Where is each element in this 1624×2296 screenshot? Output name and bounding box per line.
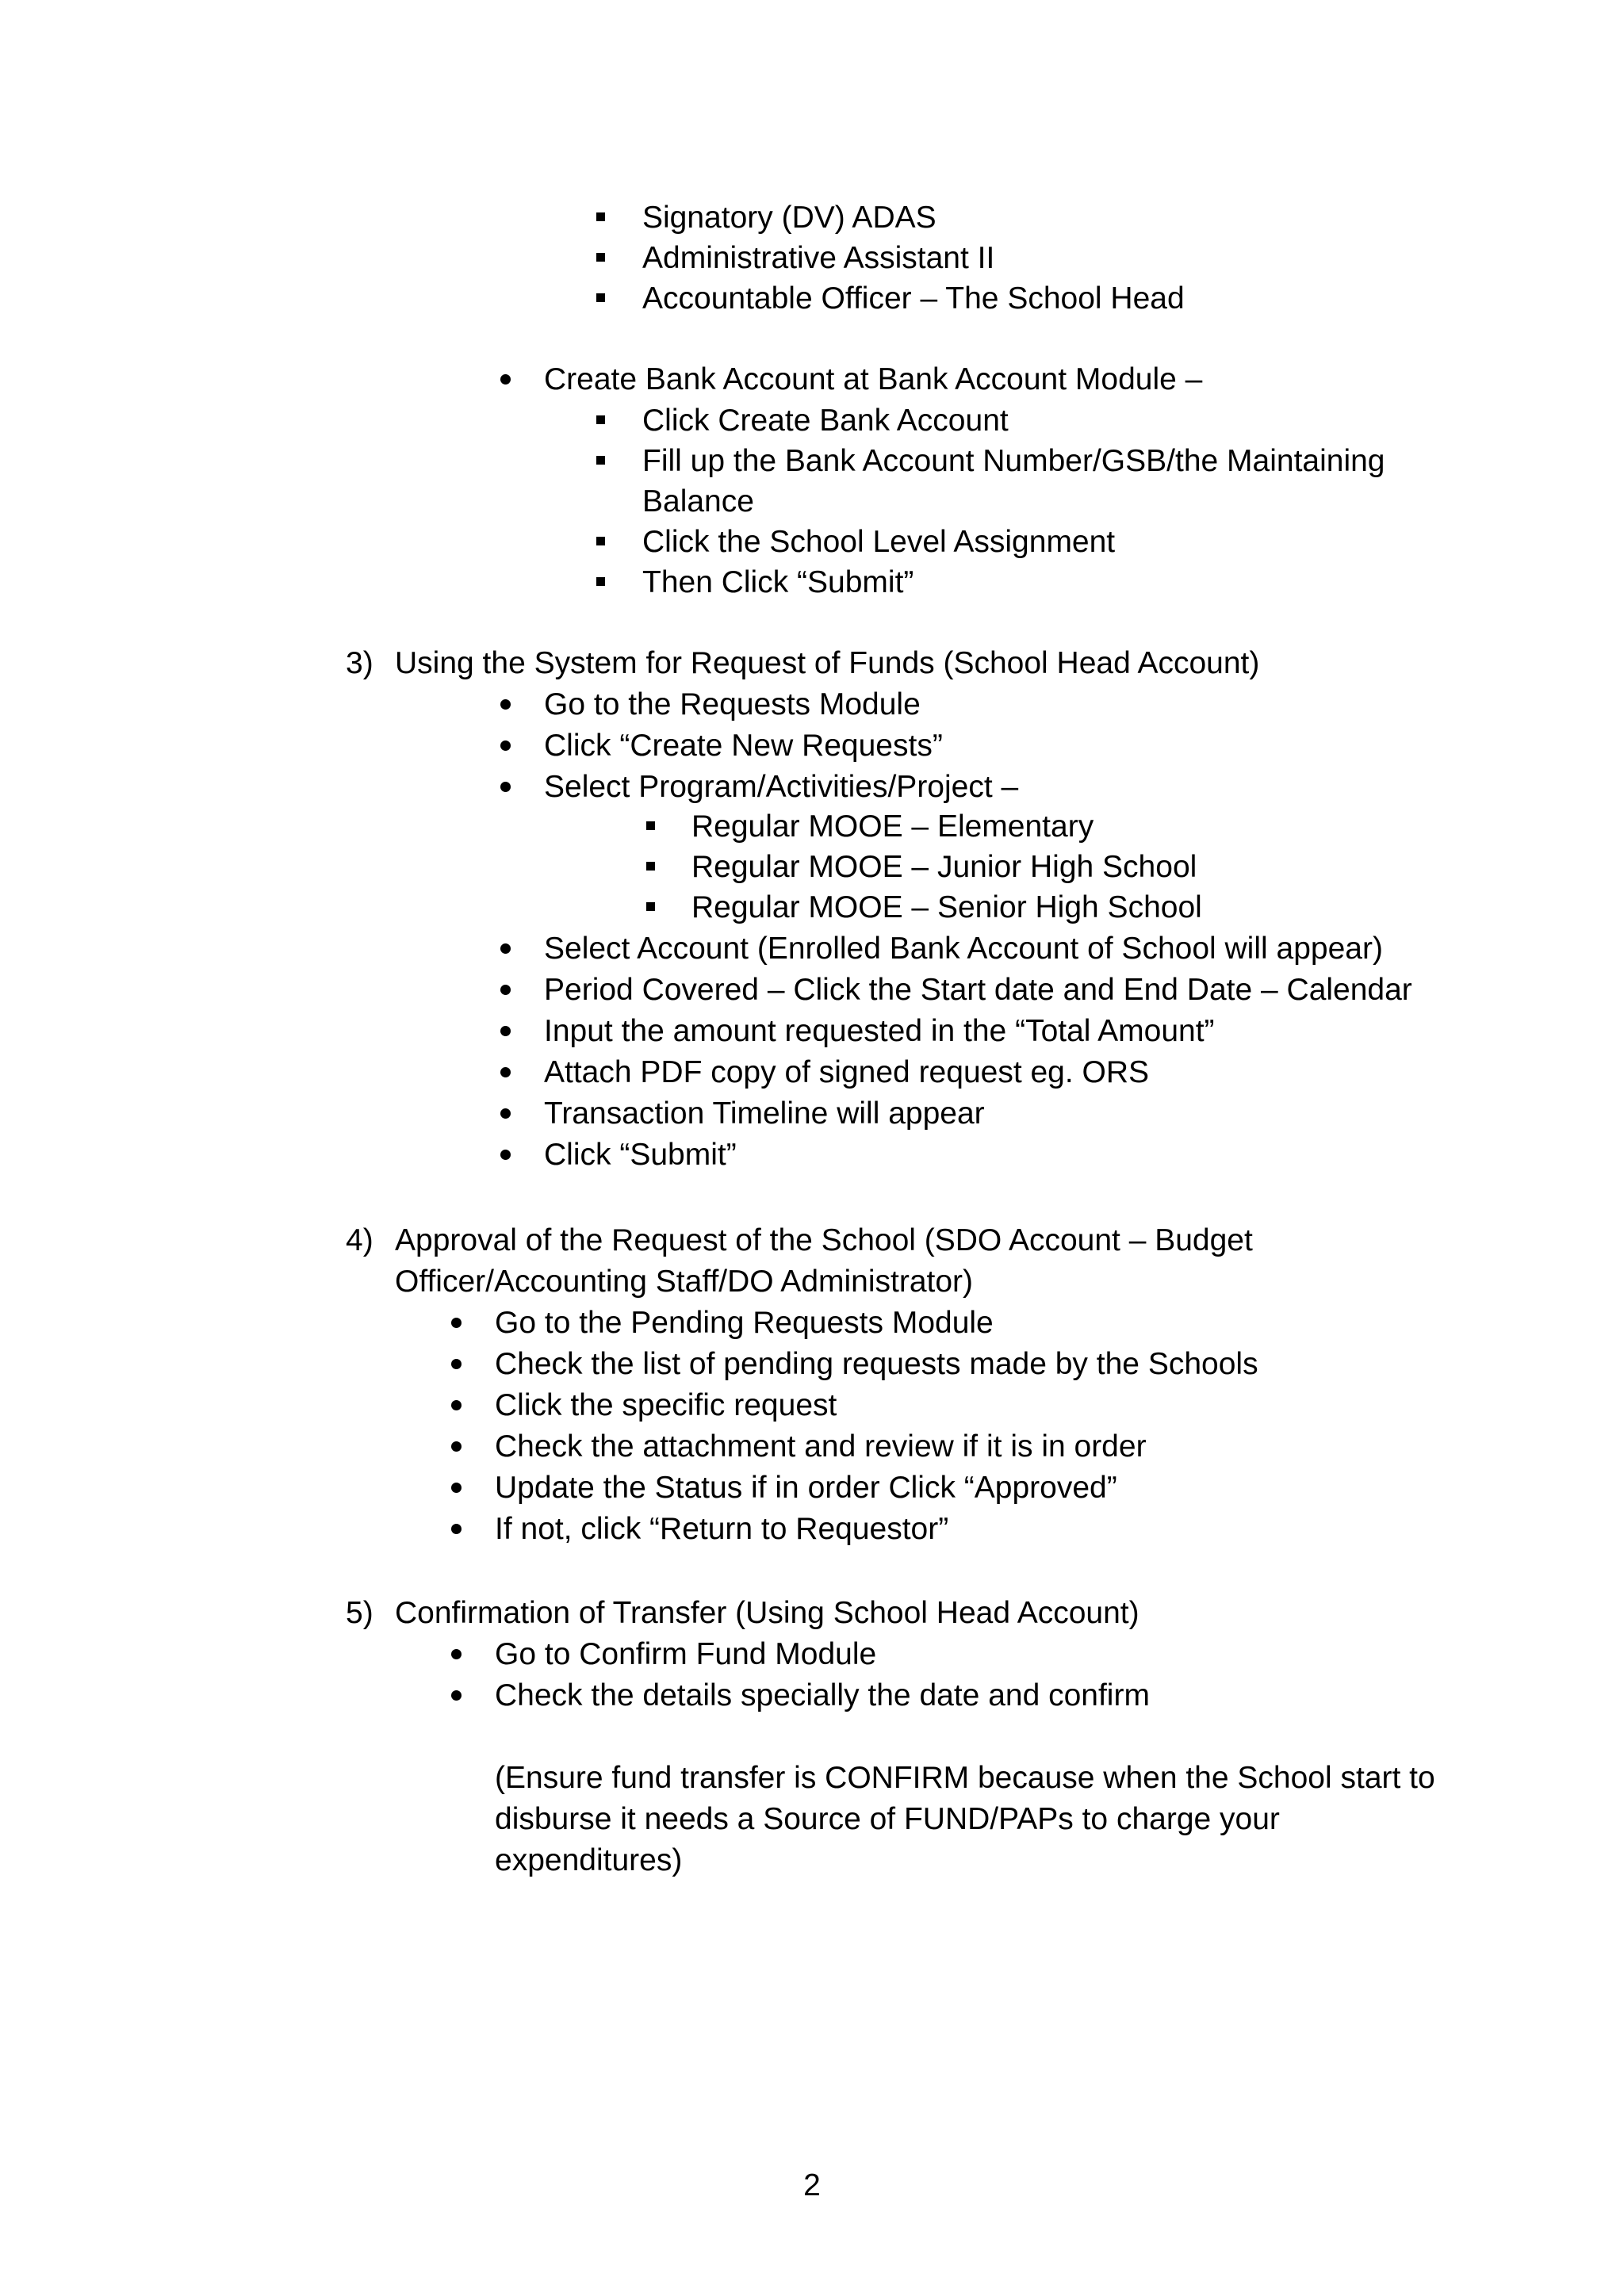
list-item-heading: Create Bank Account at Bank Account Module –: [544, 362, 1203, 396]
round-bullet-icon: [500, 1150, 511, 1160]
square-bullet-icon: [646, 821, 655, 830]
note-paragraph-line: (Ensure fund transfer is CONFIRM because when the School start to: [495, 1761, 1435, 1795]
round-bullet-icon: [500, 1067, 511, 1077]
round-bullet-icon: [451, 1690, 462, 1701]
square-bullet-icon: [596, 293, 605, 302]
list-item: Check the attachment and review if it is in order: [495, 1429, 1147, 1464]
section-number: 4): [346, 1223, 373, 1257]
square-bullet-icon: [596, 212, 605, 221]
list-item: Click Create Bank Account: [642, 404, 1009, 438]
section-number: 3): [346, 646, 373, 680]
square-bullet-icon: [596, 537, 605, 545]
list-item: Attach PDF copy of signed request eg. ORS: [544, 1055, 1150, 1089]
list-item: Update the Status if in order Click “Approved”: [495, 1471, 1117, 1505]
section-number: 5): [346, 1596, 373, 1630]
list-item: Accountable Officer – The School Head: [642, 281, 1185, 316]
list-item: Input the amount requested in the “Total Amount”: [544, 1014, 1215, 1048]
round-bullet-icon: [451, 1483, 462, 1493]
round-bullet-icon: [500, 1026, 511, 1036]
square-bullet-icon: [596, 253, 605, 262]
round-bullet-icon: [500, 740, 511, 751]
square-bullet-icon: [596, 415, 605, 424]
round-bullet-icon: [500, 985, 511, 995]
round-bullet-icon: [451, 1318, 462, 1328]
list-item: Click the School Level Assignment: [642, 525, 1116, 559]
round-bullet-icon: [451, 1441, 462, 1452]
square-bullet-icon: [646, 902, 655, 911]
round-bullet-icon: [500, 782, 511, 792]
list-item: If not, click “Return to Requestor”: [495, 1512, 949, 1546]
square-bullet-icon: [646, 862, 655, 871]
list-item: Signatory (DV) ADAS: [642, 201, 936, 235]
list-item: Then Click “Submit”: [642, 565, 914, 599]
list-item: Click “Submit”: [544, 1138, 737, 1172]
section-title: Using the System for Request of Funds (School Head Account): [395, 646, 1260, 680]
list-item: Click “Create New Requests”: [544, 729, 943, 763]
list-item: Regular MOOE – Elementary: [691, 809, 1094, 844]
list-item: Click the specific request: [495, 1388, 837, 1422]
round-bullet-icon: [500, 699, 511, 710]
list-item-continuation: Balance: [642, 484, 754, 519]
square-bullet-icon: [596, 577, 605, 586]
round-bullet-icon: [451, 1649, 462, 1659]
note-paragraph-line: disburse it needs a Source of FUND/PAPs to charge your: [495, 1802, 1280, 1836]
list-item: Regular MOOE – Junior High School: [691, 850, 1197, 884]
list-item: Regular MOOE – Senior High School: [691, 890, 1202, 924]
square-bullet-icon: [596, 456, 605, 465]
round-bullet-icon: [451, 1400, 462, 1410]
round-bullet-icon: [451, 1524, 462, 1534]
section-title-continuation: Officer/Accounting Staff/DO Administrator): [395, 1265, 974, 1299]
note-paragraph-line: expenditures): [495, 1843, 683, 1877]
list-item: Transaction Timeline will appear: [544, 1096, 985, 1131]
list-item: Go to the Pending Requests Module: [495, 1306, 994, 1340]
list-item: Fill up the Bank Account Number/GSB/the Maintaining: [642, 444, 1385, 478]
list-item: Go to Confirm Fund Module: [495, 1637, 877, 1671]
round-bullet-icon: [451, 1359, 462, 1369]
list-item: Period Covered – Click the Start date and End Date – Calendar: [544, 973, 1412, 1007]
page-number: 2: [803, 2168, 821, 2202]
list-item: Select Program/Activities/Project –: [544, 770, 1019, 804]
section-title: Confirmation of Transfer (Using School Head Account): [395, 1596, 1139, 1630]
round-bullet-icon: [500, 943, 511, 954]
list-item: Select Account (Enrolled Bank Account of School will appear): [544, 932, 1383, 966]
round-bullet-icon: [500, 1108, 511, 1119]
list-item: Check the details specially the date and confirm: [495, 1678, 1150, 1712]
list-item: Administrative Assistant II: [642, 241, 995, 275]
list-item: Check the list of pending requests made by the Schools: [495, 1347, 1258, 1381]
list-item: Go to the Requests Module: [544, 687, 921, 721]
section-title: Approval of the Request of the School (SDO Account – Budget: [395, 1223, 1253, 1257]
round-bullet-icon: [500, 374, 511, 385]
